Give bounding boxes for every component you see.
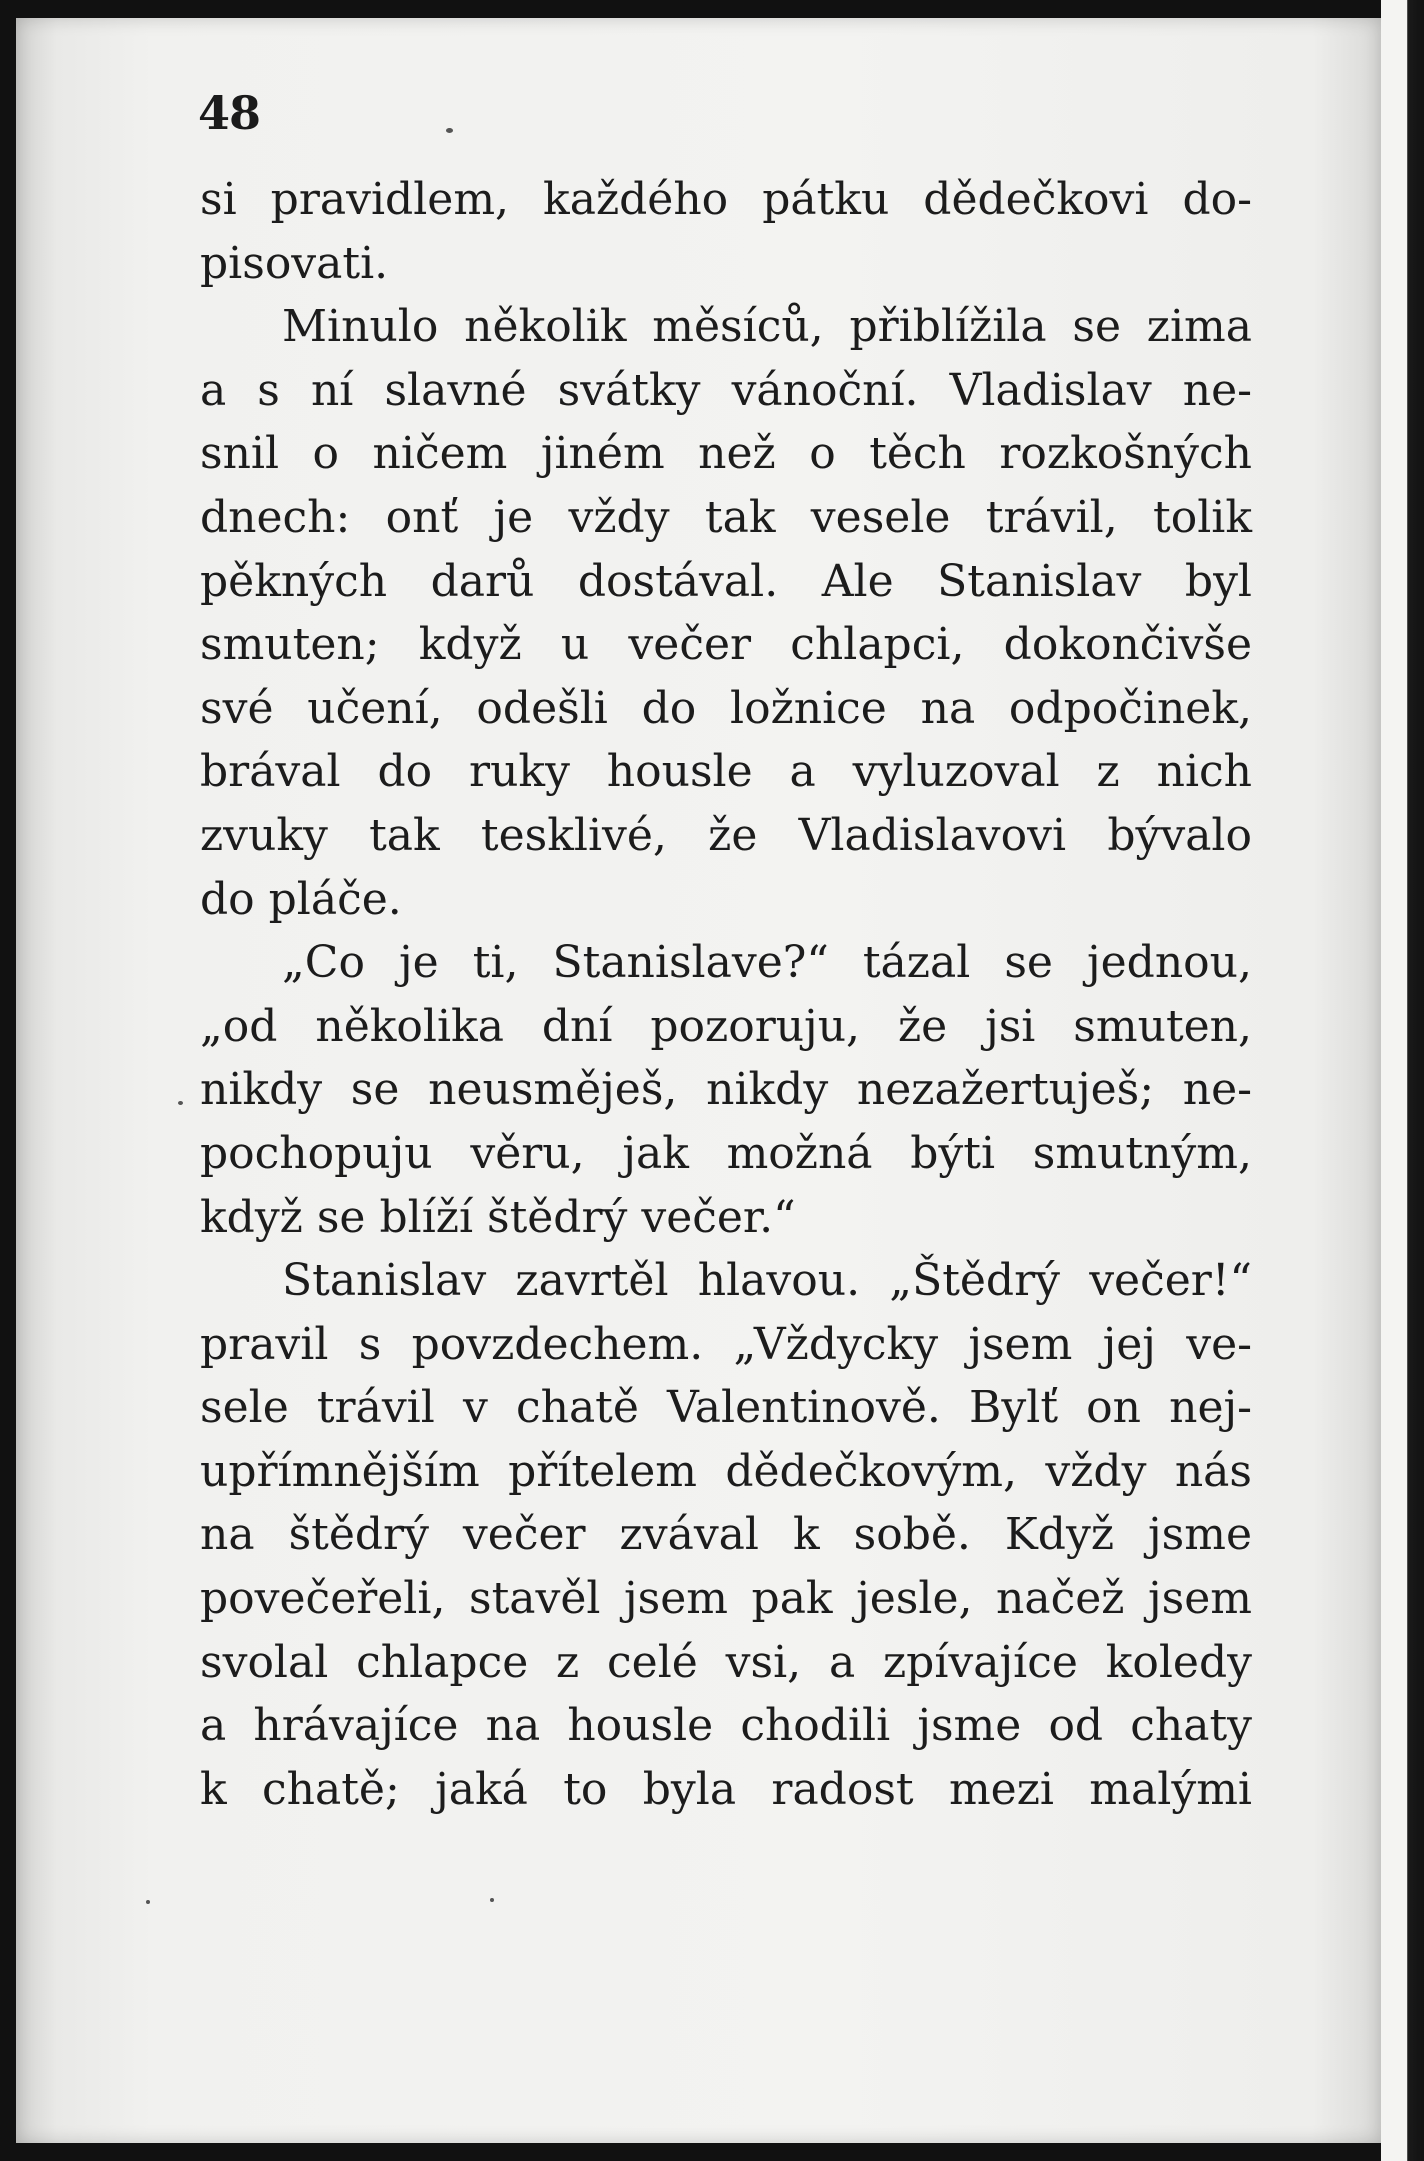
text-line: brával do ruky housle a vyluzoval z nich	[200, 746, 1252, 798]
text-line: dnech: onť je vždy tak vesele trávil, tolik	[200, 491, 1252, 543]
text-line: upřímnějším přítelem dědečkovým, vždy nás	[200, 1445, 1252, 1497]
text-line: sele trávil v chatě Valentinově. Bylť on nej-	[200, 1382, 1252, 1434]
text-line: svolal chlapce z celé vsi, a zpívajíce koledy	[200, 1636, 1252, 1688]
scan-speck	[446, 128, 453, 133]
text-line: když se blíží štědrý večer.“	[200, 1191, 796, 1243]
text-line: a hrávajíce na housle chodili jsme od chaty	[200, 1700, 1252, 1752]
text-line: povečeřeli, stavěl jsem pak jesle, načež jsem	[200, 1573, 1252, 1625]
scan-speck	[146, 1900, 150, 1904]
text-line: pěkných darů dostával. Ale Stanislav byl	[200, 555, 1252, 607]
text-line: nikdy se neusměješ, nikdy nezažertuješ; ne-	[200, 1064, 1252, 1116]
page-number: 48	[198, 86, 261, 140]
page-edge	[1381, 0, 1424, 2161]
text-line: do pláče.	[200, 873, 402, 925]
text-line: k chatě; jaká to byla radost mezi malými	[200, 1763, 1252, 1815]
body-text	[200, 168, 1252, 1821]
text-line: Minulo několik měsíců, přiblížila se zima	[282, 301, 1252, 353]
text-line: si pravidlem, každého pátku dědečkovi do-	[200, 174, 1252, 225]
text-line: na štědrý večer zvával k sobě. Když jsme	[200, 1509, 1252, 1561]
scan-speck	[490, 1898, 494, 1902]
text-line: zvuky tak tesklivé, že Vladislavovi bývalo	[200, 809, 1252, 861]
text-line: pochopuju věru, jak možná býti smutným,	[200, 1127, 1252, 1179]
text-line: a s ní slavné svátky vánoční. Vladislav ne-	[200, 364, 1252, 416]
text-line: smuten; když u večer chlapci, dokončivše	[200, 619, 1252, 671]
text-line: pisovati.	[200, 237, 389, 289]
text-line: snil o ničem jiném než o těch rozkošných	[200, 428, 1252, 480]
text-line: „od několika dní pozoruju, že jsi smuten,	[200, 1000, 1252, 1052]
text-line: pravil s povzdechem. „Vždycky jsem jej ve-	[200, 1318, 1252, 1370]
text-line: své učení, odešli do ložnice na odpočinek,	[200, 682, 1252, 734]
scan-speck	[178, 1101, 183, 1105]
text-line: „Co je ti, Stanislave?“ tázal se jednou,	[282, 937, 1252, 989]
text-line: Stanislav zavrtěl hlavou. „Štědrý večer!“	[282, 1255, 1252, 1307]
